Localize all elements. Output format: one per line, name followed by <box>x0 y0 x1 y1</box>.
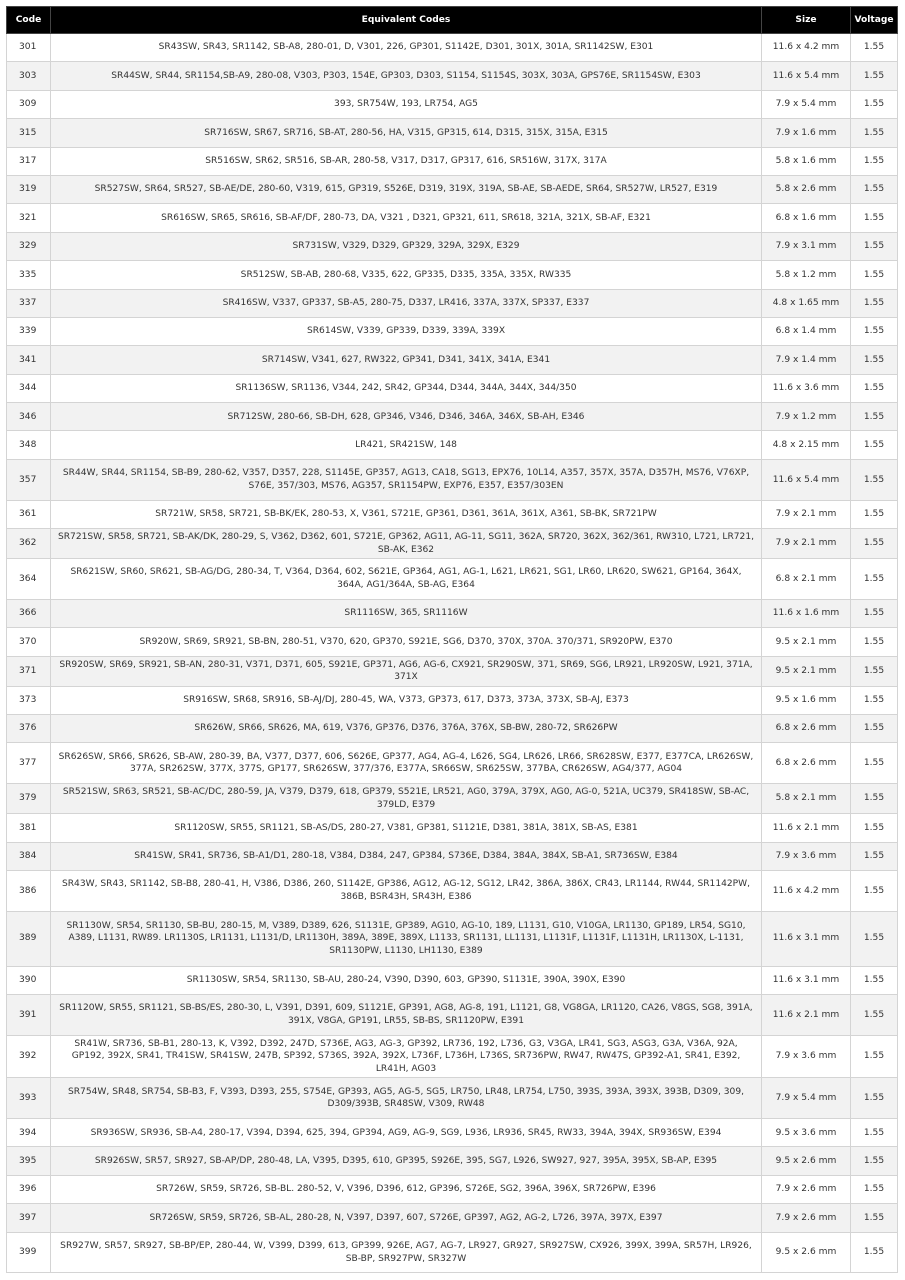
cell-equivalent-codes: SR621SW, SR60, SR621, SB-AG/DG, 280-34, T, V364, D364, 602, S621E, GP364, AG1, AG-1, L621, LR621, SG1, LR60, LR620, SW621, GP164, 364X, 364A, AG1/364A, SB-AG, E364 <box>51 559 762 600</box>
cell-equivalent-codes: SR726W, SR59, SR726, SB-BL. 280-52, V, V396, D396, 612, GP396, S726E, SG2, 396A, 396X, SR726PW, E396 <box>51 1175 762 1203</box>
cell-equivalent-codes: SR916SW, SR68, SR916, SB-AJ/DJ, 280-45, WA, V373, GP373, 617, D373, 373A, 373X, SB-AJ, E373 <box>51 686 762 714</box>
cell-size: 7.9 x 1.6 mm <box>762 119 851 147</box>
cell-code: 395 <box>7 1147 51 1175</box>
cell-size: 5.8 x 2.6 mm <box>762 175 851 203</box>
table-header-row <box>7 7 898 34</box>
cell-size: 11.6 x 3.1 mm <box>762 911 851 966</box>
header-size: Size <box>762 7 851 34</box>
cell-code: 364 <box>7 559 51 600</box>
cell-equivalent-codes: SR731SW, V329, D329, GP329, 329A, 329X, E329 <box>51 232 762 260</box>
cell-voltage: 1.55 <box>851 1035 898 1078</box>
table-body <box>7 34 898 1273</box>
table-row <box>7 261 898 289</box>
cell-size: 7.9 x 5.4 mm <box>762 90 851 118</box>
table-row <box>7 431 898 459</box>
cell-code: 344 <box>7 374 51 402</box>
cell-voltage: 1.55 <box>851 784 898 814</box>
cell-voltage: 1.55 <box>851 175 898 203</box>
cell-equivalent-codes: SR626W, SR66, SR626, MA, 619, V376, GP376, D376, 376A, 376X, SB-BW, 280-72, SR626PW <box>51 715 762 743</box>
cell-size: 6.8 x 1.6 mm <box>762 204 851 232</box>
cell-equivalent-codes: SR41W, SR736, SB-B1, 280-13, K, V392, D392, 247D, S736E, AG3, AG-3, GP392, LR736, 192, L736, G3, V3GA, LR41, SG3, ASG3, G3A, V36A, 92A, GP192, 392X, SR41, TR41SW, SR41SW, 247B, SP392, S736S, 392A, 392X, L736F, L736H, L736S, SR736PW, RW47, RW47S, GP392-A1, SR41, E392, LR41H, AG03 <box>51 1035 762 1078</box>
cell-size: 11.6 x 4.2 mm <box>762 34 851 62</box>
cell-size: 5.8 x 2.1 mm <box>762 784 851 814</box>
cell-equivalent-codes: SR416SW, V337, GP337, SB-A5, 280-75, D337, LR416, 337A, 337X, SP337, E337 <box>51 289 762 317</box>
cell-voltage: 1.55 <box>851 34 898 62</box>
cell-size: 11.6 x 5.4 mm <box>762 459 851 500</box>
cell-equivalent-codes: SR926SW, SR57, SR927, SB-AP/DP, 280-48, LA, V395, D395, 610, GP395, S926E, 395, SG7, L926, SW927, 927, 395A, 395X, SB-AP, E395 <box>51 1147 762 1175</box>
cell-equivalent-codes: SR1136SW, SR1136, V344, 242, SR42, GP344, D344, 344A, 344X, 344/350 <box>51 374 762 402</box>
cell-size: 7.9 x 2.6 mm <box>762 1175 851 1203</box>
cell-voltage: 1.55 <box>851 529 898 559</box>
cell-size: 11.6 x 3.1 mm <box>762 966 851 994</box>
table-row <box>7 175 898 203</box>
cell-code: 376 <box>7 715 51 743</box>
cell-equivalent-codes: SR754W, SR48, SR754, SB-B3, F, V393, D393, 255, S754E, GP393, AG5, AG-5, SG5, LR750, LR48, LR754, L750, 393S, 393A, 393X, 393B, D309, 309, D309/393B, SR48SW, V309, RW48 <box>51 1078 762 1119</box>
cell-voltage: 1.55 <box>851 1119 898 1147</box>
cell-code: 329 <box>7 232 51 260</box>
cell-equivalent-codes: LR421, SR421SW, 148 <box>51 431 762 459</box>
cell-size: 6.8 x 2.1 mm <box>762 559 851 600</box>
cell-voltage: 1.55 <box>851 261 898 289</box>
cell-voltage: 1.55 <box>851 1175 898 1203</box>
cell-size: 11.6 x 4.2 mm <box>762 870 851 911</box>
cell-equivalent-codes: SR936SW, SR936, SB-A4, 280-17, V394, D394, 625, 394, GP394, AG9, AG-9, SG9, L936, LR936, SR45, RW33, 394A, 394X, SR936SW, E394 <box>51 1119 762 1147</box>
cell-voltage: 1.55 <box>851 870 898 911</box>
cell-code: 399 <box>7 1232 51 1273</box>
cell-voltage: 1.55 <box>851 119 898 147</box>
cell-equivalent-codes: SR614SW, V339, GP339, D339, 339A, 339X <box>51 317 762 345</box>
cell-size: 7.9 x 3.6 mm <box>762 1035 851 1078</box>
cell-voltage: 1.55 <box>851 814 898 842</box>
cell-size: 9.5 x 1.6 mm <box>762 686 851 714</box>
table-row <box>7 232 898 260</box>
cell-code: 389 <box>7 911 51 966</box>
table-row <box>7 842 898 870</box>
table-row <box>7 784 898 814</box>
cell-voltage: 1.55 <box>851 431 898 459</box>
cell-code: 346 <box>7 403 51 431</box>
cell-code: 384 <box>7 842 51 870</box>
cell-equivalent-codes: SR521SW, SR63, SR521, SB-AC/DC, 280-59, JA, V379, D379, 618, GP379, S521E, LR521, AG0, 379A, 379X, AG0, AG-0, 521A, UC379, SR418SW, SB-AC, 379LD, E379 <box>51 784 762 814</box>
cell-voltage: 1.55 <box>851 374 898 402</box>
cell-voltage: 1.55 <box>851 656 898 686</box>
cell-size: 11.6 x 2.1 mm <box>762 814 851 842</box>
table-row <box>7 966 898 994</box>
cell-code: 337 <box>7 289 51 317</box>
cell-equivalent-codes: SR726SW, SR59, SR726, SB-AL, 280-28, N, V397, D397, 607, S726E, GP397, AG2, AG-2, L726, 397A, 397X, E397 <box>51 1204 762 1232</box>
cell-voltage: 1.55 <box>851 1204 898 1232</box>
table-row <box>7 1232 898 1273</box>
cell-equivalent-codes: SR716SW, SR67, SR716, SB-AT, 280-56, HA, V315, GP315, 614, D315, 315X, 315A, E315 <box>51 119 762 147</box>
cell-voltage: 1.55 <box>851 686 898 714</box>
cell-equivalent-codes: 393, SR754W, 193, LR754, AG5 <box>51 90 762 118</box>
cell-voltage: 1.55 <box>851 147 898 175</box>
cell-voltage: 1.55 <box>851 966 898 994</box>
cell-code: 366 <box>7 599 51 627</box>
cell-voltage: 1.55 <box>851 62 898 90</box>
cell-voltage: 1.55 <box>851 204 898 232</box>
table-row <box>7 529 898 559</box>
table-row <box>7 204 898 232</box>
cell-size: 9.5 x 2.1 mm <box>762 656 851 686</box>
cell-code: 361 <box>7 500 51 528</box>
cell-equivalent-codes: SR44W, SR44, SR1154, SB-B9, 280-62, V357, D357, 228, S1145E, GP357, AG13, CA18, SG13, EPX76, 10L14, A357, 357X, 357A, D357H, MS76, V76XP, S76E, 357/303, MS76, AG357, SR1154PW, EXP76, E357, E357/303EN <box>51 459 762 500</box>
cell-code: 393 <box>7 1078 51 1119</box>
cell-voltage: 1.55 <box>851 459 898 500</box>
table-row <box>7 62 898 90</box>
cell-code: 386 <box>7 870 51 911</box>
table-row <box>7 743 898 784</box>
cell-code: 397 <box>7 1204 51 1232</box>
cell-equivalent-codes: SR616SW, SR65, SR616, SB-AF/DF, 280-73, DA, V321 , D321, GP321, 611, SR618, 321A, 321X, SB-AF, E321 <box>51 204 762 232</box>
cell-size: 11.6 x 2.1 mm <box>762 994 851 1035</box>
cell-equivalent-codes: SR920W, SR69, SR921, SB-BN, 280-51, V370, 620, GP370, S921E, SG6, D370, 370X, 370A. 370/371, SR920PW, E370 <box>51 628 762 656</box>
table-row <box>7 119 898 147</box>
cell-equivalent-codes: SR527SW, SR64, SR527, SB-AE/DE, 280-60, V319, 615, GP319, S526E, D319, 319X, 319A, SB-AE, SB-AEDE, SR64, SR527W, LR527, E319 <box>51 175 762 203</box>
cell-code: 335 <box>7 261 51 289</box>
cell-code: 377 <box>7 743 51 784</box>
cell-voltage: 1.55 <box>851 911 898 966</box>
cell-size: 7.9 x 5.4 mm <box>762 1078 851 1119</box>
cell-code: 321 <box>7 204 51 232</box>
cell-voltage: 1.55 <box>851 90 898 118</box>
cell-code: 392 <box>7 1035 51 1078</box>
table-row <box>7 403 898 431</box>
cell-size: 6.8 x 1.4 mm <box>762 317 851 345</box>
cell-equivalent-codes: SR721SW, SR58, SR721, SB-AK/DK, 280-29, S, V362, D362, 601, S721E, GP362, AG11, AG-11, SG11, 362A, SR720, 362X, 362/361, RW310, L721, LR721, SB-AK, E362 <box>51 529 762 559</box>
cell-equivalent-codes: SR626SW, SR66, SR626, SB-AW, 280-39, BA, V377, D377, 606, S626E, GP377, AG4, AG-4, L626, SG4, LR626, LR66, SR628SW, E377, E377CA, LR626SW, 377A, SR262SW, 377X, 377S, GP177, SR626SW, 377/376, E377A, SR66SW, SR625SW, 377BA, CR626SW, AG4/377, AG04 <box>51 743 762 784</box>
table-row <box>7 994 898 1035</box>
cell-size: 4.8 x 1.65 mm <box>762 289 851 317</box>
cell-voltage: 1.55 <box>851 743 898 784</box>
cell-code: 371 <box>7 656 51 686</box>
cell-equivalent-codes: SR44SW, SR44, SR1154,SB-A9, 280-08, V303, P303, 154E, GP303, D303, S1154, S1154S, 303X, 303A, GPS76E, SR1154SW, E303 <box>51 62 762 90</box>
cell-code: 339 <box>7 317 51 345</box>
cell-size: 7.9 x 2.6 mm <box>762 1204 851 1232</box>
cell-size: 4.8 x 2.15 mm <box>762 431 851 459</box>
cell-size: 7.9 x 3.6 mm <box>762 842 851 870</box>
table-row <box>7 628 898 656</box>
cell-size: 7.9 x 1.2 mm <box>762 403 851 431</box>
cell-equivalent-codes: SR1120W, SR55, SR1121, SB-BS/ES, 280-30, L, V391, D391, 609, S1121E, GP391, AG8, AG-8, 191, L1121, G8, VG8GA, LR1120, CA26, V8GS, SG8, 391A, 391X, V8GA, GP191, LR55, SB-BS, SR1120PW, E391 <box>51 994 762 1035</box>
cell-code: 390 <box>7 966 51 994</box>
cell-size: 11.6 x 3.6 mm <box>762 374 851 402</box>
cell-equivalent-codes: SR43W, SR43, SR1142, SB-B8, 280-41, H, V386, D386, 260, S1142E, GP386, AG12, AG-12, SG12, LR42, 386A, 386X, CR43, LR1144, RW44, SR1142PW, 386B, BSR43H, SR43H, E386 <box>51 870 762 911</box>
cell-code: 303 <box>7 62 51 90</box>
table-row <box>7 346 898 374</box>
cell-size: 7.9 x 2.1 mm <box>762 500 851 528</box>
cell-code: 357 <box>7 459 51 500</box>
table-row <box>7 147 898 175</box>
table-row <box>7 656 898 686</box>
cell-voltage: 1.55 <box>851 289 898 317</box>
cell-voltage: 1.55 <box>851 715 898 743</box>
table-row <box>7 559 898 600</box>
table-row <box>7 34 898 62</box>
cell-voltage: 1.55 <box>851 346 898 374</box>
cell-voltage: 1.55 <box>851 1078 898 1119</box>
cell-code: 301 <box>7 34 51 62</box>
cell-equivalent-codes: SR927W, SR57, SR927, SB-BP/EP, 280-44, W, V399, D399, 613, GP399, 926E, AG7, AG-7, LR927, GR927, SR927SW, CX926, 399X, 399A, SR57H, LR926, SB-BP, SR927PW, SR327W <box>51 1232 762 1273</box>
cell-voltage: 1.55 <box>851 1232 898 1273</box>
cell-code: 315 <box>7 119 51 147</box>
cell-code: 394 <box>7 1119 51 1147</box>
cell-size: 5.8 x 1.6 mm <box>762 147 851 175</box>
table-row <box>7 870 898 911</box>
cell-code: 362 <box>7 529 51 559</box>
cell-size: 5.8 x 1.2 mm <box>762 261 851 289</box>
cell-equivalent-codes: SR1130W, SR54, SR1130, SB-BU, 280-15, M, V389, D389, 626, S1131E, GP389, AG10, AG-10, 189, L1131, G10, V10GA, LR1130, GP189, LR54, SG10, A389, L1131, RW89. LR1130S, LR1131, L1131/D, LR1130H, 389A, 389E, 389X, L1133, SR1131, LL1131, L1131F, L1131F, L1131H, LR1130X, L-1131, SR1130PW, L1130, LH1130, E389 <box>51 911 762 966</box>
table-row <box>7 911 898 966</box>
cell-equivalent-codes: SR712SW, 280-66, SB-DH, 628, GP346, V346, D346, 346A, 346X, SB-AH, E346 <box>51 403 762 431</box>
cell-size: 6.8 x 2.6 mm <box>762 743 851 784</box>
table-row <box>7 715 898 743</box>
table-row <box>7 289 898 317</box>
cell-code: 309 <box>7 90 51 118</box>
table-row <box>7 1204 898 1232</box>
cell-size: 11.6 x 5.4 mm <box>762 62 851 90</box>
cell-equivalent-codes: SR516SW, SR62, SR516, SB-AR, 280-58, V317, D317, GP317, 616, SR516W, 317X, 317A <box>51 147 762 175</box>
cell-equivalent-codes: SR1130SW, SR54, SR1130, SB-AU, 280-24, V390, D390, 603, GP390, S1131E, 390A, 390X, E390 <box>51 966 762 994</box>
cell-equivalent-codes: SR920SW, SR69, SR921, SB-AN, 280-31, V371, D371, 605, S921E, GP371, AG6, AG-6, CX921, SR290SW, 371, SR69, SG6, LR921, LR920SW, L921, 371A, 371X <box>51 656 762 686</box>
cell-size: 9.5 x 2.1 mm <box>762 628 851 656</box>
header-voltage: Voltage <box>851 7 898 34</box>
table-row <box>7 686 898 714</box>
table-row <box>7 500 898 528</box>
cell-code: 348 <box>7 431 51 459</box>
table-row <box>7 1119 898 1147</box>
cell-voltage: 1.55 <box>851 232 898 260</box>
cell-voltage: 1.55 <box>851 1147 898 1175</box>
cell-voltage: 1.55 <box>851 500 898 528</box>
cell-code: 317 <box>7 147 51 175</box>
table-row <box>7 374 898 402</box>
cell-code: 391 <box>7 994 51 1035</box>
cell-voltage: 1.55 <box>851 559 898 600</box>
battery-code-table <box>6 6 898 1273</box>
cell-voltage: 1.55 <box>851 599 898 627</box>
cell-code: 379 <box>7 784 51 814</box>
table-row <box>7 1035 898 1078</box>
table-row <box>7 1147 898 1175</box>
cell-equivalent-codes: SR43SW, SR43, SR1142, SB-A8, 280-01, D, V301, 226, GP301, S1142E, D301, 301X, 301A, SR1142SW, E301 <box>51 34 762 62</box>
cell-voltage: 1.55 <box>851 317 898 345</box>
header-code: Code <box>7 7 51 34</box>
cell-code: 370 <box>7 628 51 656</box>
header-equivalent-codes: Equivalent Codes <box>51 7 762 34</box>
cell-size: 6.8 x 2.6 mm <box>762 715 851 743</box>
cell-equivalent-codes: SR41SW, SR41, SR736, SB-A1/D1, 280-18, V384, D384, 247, GP384, S736E, D384, 384A, 384X, SB-A1, SR736SW, E384 <box>51 842 762 870</box>
table-row <box>7 1175 898 1203</box>
cell-size: 11.6 x 1.6 mm <box>762 599 851 627</box>
cell-equivalent-codes: SR721W, SR58, SR721, SB-BK/EK, 280-53, X, V361, S721E, GP361, D361, 361A, 361X, A361, SB-BK, SR721PW <box>51 500 762 528</box>
cell-size: 9.5 x 3.6 mm <box>762 1119 851 1147</box>
cell-equivalent-codes: SR512SW, SB-AB, 280-68, V335, 622, GP335, D335, 335A, 335X, RW335 <box>51 261 762 289</box>
cell-code: 396 <box>7 1175 51 1203</box>
cell-size: 7.9 x 2.1 mm <box>762 529 851 559</box>
cell-equivalent-codes: SR714SW, V341, 627, RW322, GP341, D341, 341X, 341A, E341 <box>51 346 762 374</box>
table-row <box>7 599 898 627</box>
cell-code: 373 <box>7 686 51 714</box>
table-row <box>7 317 898 345</box>
cell-code: 381 <box>7 814 51 842</box>
cell-voltage: 1.55 <box>851 403 898 431</box>
table-row <box>7 1078 898 1119</box>
table-row <box>7 459 898 500</box>
cell-voltage: 1.55 <box>851 994 898 1035</box>
cell-size: 9.5 x 2.6 mm <box>762 1232 851 1273</box>
table-row <box>7 90 898 118</box>
cell-equivalent-codes: SR1120SW, SR55, SR1121, SB-AS/DS, 280-27, V381, GP381, S1121E, D381, 381A, 381X, SB-AS, E381 <box>51 814 762 842</box>
cell-voltage: 1.55 <box>851 842 898 870</box>
cell-size: 7.9 x 1.4 mm <box>762 346 851 374</box>
cell-equivalent-codes: SR1116SW, 365, SR1116W <box>51 599 762 627</box>
table-row <box>7 814 898 842</box>
cell-code: 319 <box>7 175 51 203</box>
cell-voltage: 1.55 <box>851 628 898 656</box>
cell-size: 9.5 x 2.6 mm <box>762 1147 851 1175</box>
cell-code: 341 <box>7 346 51 374</box>
cell-size: 7.9 x 3.1 mm <box>762 232 851 260</box>
